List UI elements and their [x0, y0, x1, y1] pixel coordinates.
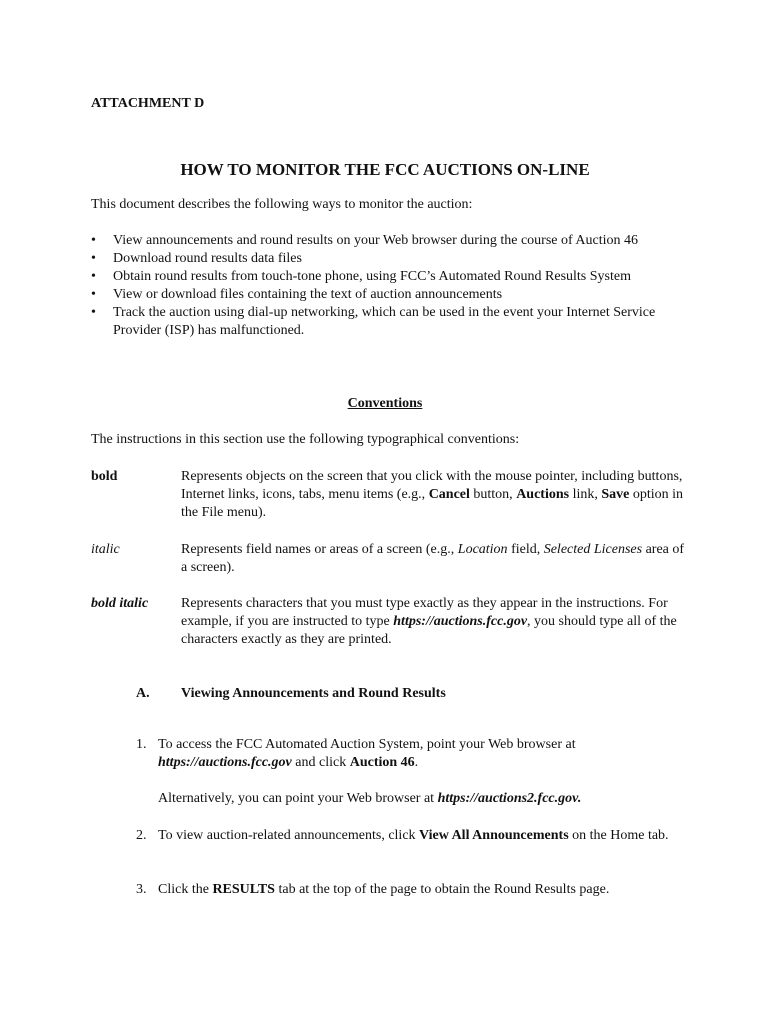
convention-term-italic: italic	[91, 542, 120, 557]
convention-term-bold-italic: bold italic	[91, 596, 149, 611]
bullet-icon: •	[91, 251, 96, 266]
bullet-icon: •	[91, 269, 96, 284]
step-number: 2.	[136, 828, 147, 843]
conventions-intro: The instructions in this section use the following typographical conventions:	[91, 432, 520, 447]
step-number: 1.	[136, 737, 147, 752]
list-item: • View or download files containing the text of auction announcements	[91, 287, 503, 302]
step-1-alternative: Alternatively, you can point your Web browser at https://auctions2.fcc.gov.	[158, 791, 582, 806]
list-item: • Download round results data files	[91, 251, 302, 266]
document-title: HOW TO MONITOR THE FCC AUCTIONS ON-LINE	[180, 160, 590, 179]
step-number: 3.	[136, 882, 147, 897]
convention-desc-bold-italic: Represents characters that you must type exactly as they appear in the instructions. For example, if you are instructed to type https://auctions.fcc.gov, you should type all of the characters exactly as they are printed.	[181, 596, 677, 647]
list-item: • Track the auction using dial-up networking, which can be used in the event your Internet Service Provider (ISP) has malfunctioned.	[91, 305, 656, 338]
bullet-icon: •	[91, 287, 96, 302]
intro-text: This document describes the following ways to monitor the auction:	[91, 197, 473, 212]
bullet-icon: •	[91, 233, 96, 248]
step-1-text: To access the FCC Automated Auction System, point your Web browser at https://auctions.fcc.gov and click Auction 46.	[158, 737, 576, 770]
attachment-label: ATTACHMENT D	[91, 96, 205, 111]
monitor-methods-list	[91, 232, 691, 340]
convention-term-bold: bold	[91, 469, 118, 484]
list-item: • Obtain round results from touch-tone phone, using FCC’s Automated Round Results System	[91, 269, 631, 284]
conventions-heading: Conventions	[347, 396, 423, 411]
step-3-text: Click the RESULTS tab at the top of the page to obtain the Round Results page.	[158, 882, 610, 897]
list-item: • View announcements and round results on your Web browser during the course of Auction 46	[91, 233, 638, 248]
section-a-title: Viewing Announcements and Round Results	[181, 686, 446, 701]
convention-desc-bold: Represents objects on the screen that you click with the mouse pointer, including buttons, Internet links, icons, tabs, menu items (e.g., Cancel button, Auctions link, Save option in the File menu).	[181, 469, 684, 520]
section-a-letter: A.	[136, 686, 150, 701]
bullet-icon: •	[91, 305, 96, 320]
step-2-text: To view auction-related announcements, click View All Announcements on the Home tab.	[158, 828, 669, 843]
convention-desc-italic: Represents field names or areas of a screen (e.g., Location field, Selected Licenses area of a screen).	[181, 542, 685, 575]
